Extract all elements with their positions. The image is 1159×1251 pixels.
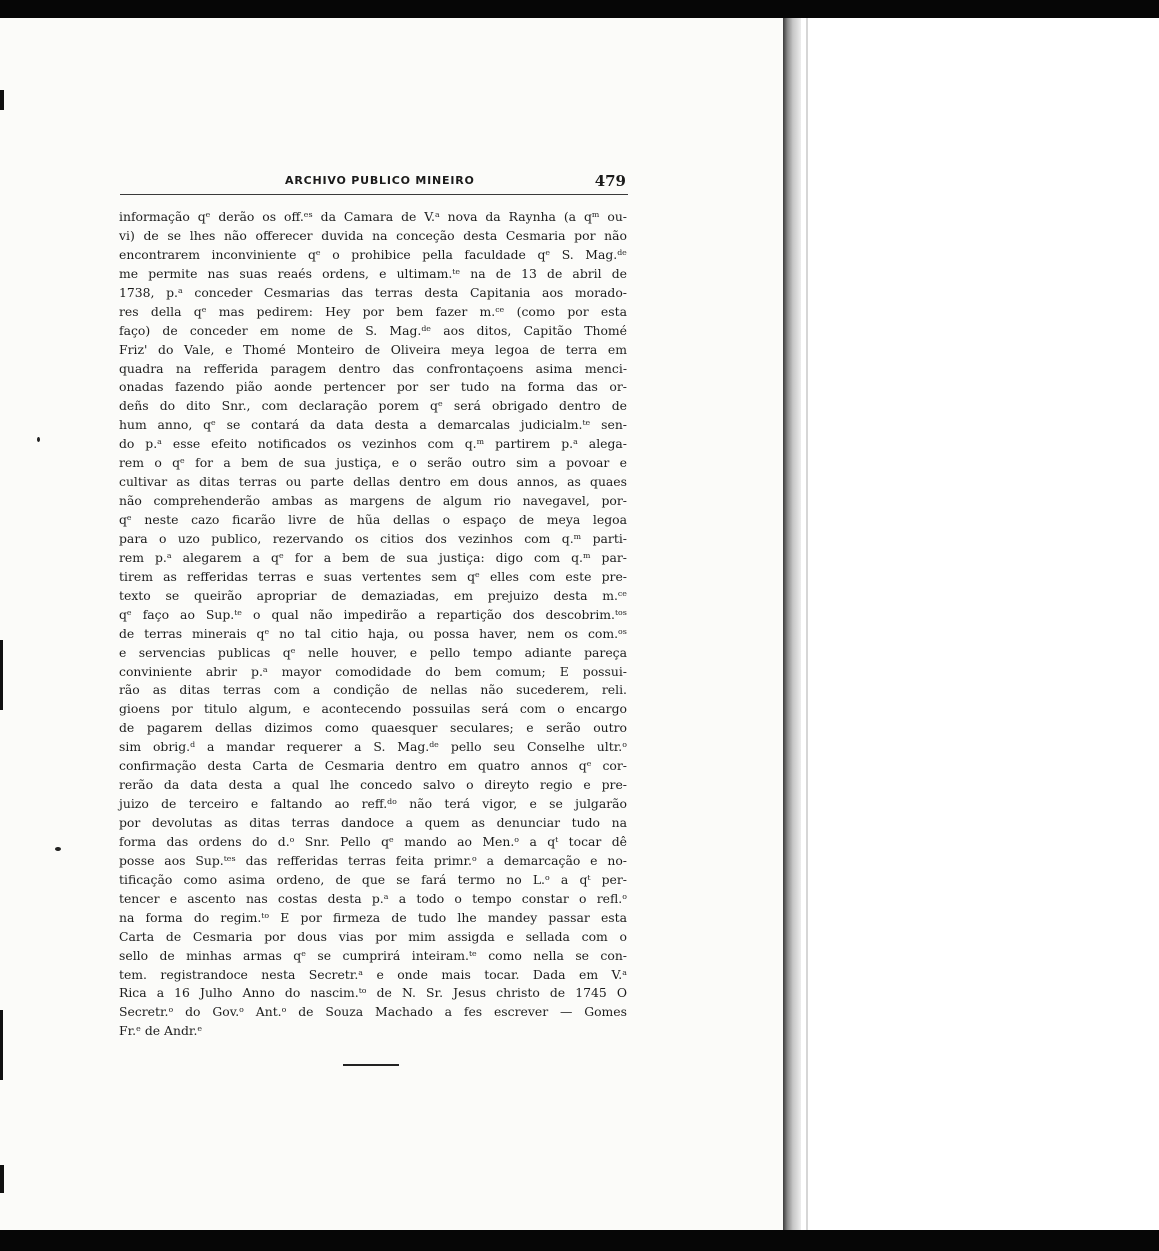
- text-line: me permite nas suas reaés ordens, e ultimam.ᵗᵉ na de 13 de abril de: [119, 265, 627, 281]
- text-line: tirem as refferidas terras e suas vertentes sem qᵉ elles com este pre-: [119, 568, 627, 584]
- text-line: de terras minerais qᵉ no tal citio haja, ou possa haver, nem os com.ᵒˢ: [119, 625, 627, 641]
- text-line: gioens por titulo algum, e acontecendo possuilas será com o encargo: [119, 701, 627, 717]
- edge-mark: [0, 640, 3, 710]
- text-line: sim obrig.ᵈ a mandar requerer a S. Mag.ᵈᵉ pello seu Conselhe ultr.ᵒ: [119, 739, 627, 755]
- text-line: cultivar as ditas terras ou parte dellas dentro em dous annos, as quaes: [119, 474, 627, 490]
- edge-mark: [0, 90, 4, 110]
- text-line: res della qᵉ mas pedirem: Hey por bem fazer m.ᶜᵉ (como por esta: [119, 303, 627, 319]
- text-line: confirmação desta Carta de Cesmaria dentro em quatro annos qᵉ cor-: [119, 758, 627, 774]
- end-rule: [343, 1064, 399, 1066]
- text-line: onadas fazendo pião aonde pertencer por ser tudo na forma das or-: [119, 379, 627, 395]
- text-line: hum anno, qᵉ se contará da data desta a demarcalas judicialm.ᵗᵉ sen-: [119, 417, 627, 433]
- running-title: ARCHIVO PUBLICO MINEIRO: [285, 174, 475, 187]
- running-head: [120, 172, 628, 192]
- text-line: quadra na refferida paragem dentro das confrontaçoens asima menci-: [119, 360, 627, 376]
- text-line: qᵉ neste cazo ficarão livre de hũa dellas o espaço de meya legoa: [119, 512, 627, 527]
- text-line: 1738, p.ᵃ conceder Cesmarias das terras desta Capitania aos morado-: [119, 284, 627, 300]
- right-page: [783, 18, 1159, 1230]
- text-line: do p.ᵃ esse efeito notificados os vezinhos com q.ᵐ partirem p.ᵃ alega-: [119, 436, 627, 452]
- text-line: vi) de se lhes não offerecer duvida na conceção desta Cesmaria por não: [119, 227, 627, 243]
- text-line: tificação como asima ordeno, de que se fará termo no L.ᵒ a qᵗ per-: [119, 871, 627, 887]
- text-line: rão as ditas terras com a condição de nellas não sucederem, reli.: [119, 682, 627, 698]
- text-line: juizo de terceiro e faltando ao reff.ᵈᵒ não terá vigor, e se julgarão: [119, 796, 627, 812]
- header-rule: [120, 194, 628, 195]
- text-line: posse aos Sup.ᵗᵉˢ das refferidas terras feita primr.ᵒ a demarcação e no-: [119, 852, 627, 868]
- text-line: na forma do regim.ᵗᵒ E por firmeza de tudo lhe mandey passar esta: [119, 909, 627, 925]
- margin-speck: [37, 437, 40, 442]
- text-line: Rica a 16 Julho Anno do nascim.ᵗᵒ de N. Sr. Jesus christo de 1745 O: [119, 985, 627, 1001]
- text-line: Secretr.ᵒ do Gov.ᵒ Ant.ᵒ de Souza Machado a fes escrever — Gomes: [119, 1004, 627, 1020]
- text-line: Friz' do Vale, e Thomé Monteiro de Oliveira meya legoa de terra em: [119, 341, 627, 357]
- text-line: rem p.ᵃ alegarem a qᵉ for a bem de sua justiça: digo com q.ᵐ par-: [119, 549, 627, 565]
- text-line: por devolutas as ditas terras dandoce a quem as denunciar tudo na: [119, 815, 627, 830]
- text-line: faço) de conceder em nome de S. Mag.ᵈᵉ aos ditos, Capitão Thomé: [119, 322, 627, 338]
- scan-top-border: [0, 0, 1159, 18]
- text-line: sello de minhas armas qᵉ se cumprirá inteiram.ᵗᵉ como nella se con-: [119, 947, 627, 963]
- gutter-line: [806, 18, 808, 1230]
- text-line: tencer e ascento nas costas desta p.ᵃ a todo o tempo constar o refl.ᵒ: [119, 890, 627, 906]
- text-line: e servencias publicas qᵉ nelle houver, e pello tempo adiante pareça: [119, 644, 627, 660]
- text-line: para o uzo publico, rezervando os citios dos vezinhos com q.ᵐ parti-: [119, 530, 627, 546]
- edge-mark: [0, 1010, 3, 1080]
- text-line: Carta de Cesmaria por dous vias por mim assigda e sellada com o: [119, 928, 627, 944]
- text-line: rem o qᵉ for a bem de sua justiça, e o serão outro sim a povoar e: [119, 455, 627, 471]
- text-line: conviniente abrir p.ᵃ mayor comodidade do bem comum; E possui-: [119, 663, 627, 679]
- scan-bottom-border: [0, 1230, 1159, 1251]
- text-line: texto se queirão apropriar de demaziadas, em prejuizo desta m.ᶜᵉ: [119, 587, 627, 603]
- text-line: deñs do dito Snr., com declaração porem qᵉ será obrigado dentro de: [119, 398, 627, 414]
- edge-mark: [0, 1165, 4, 1193]
- text-line: forma das ordens do d.ᵒ Snr. Pello qᵉ mando ao Men.ᵒ a qᵗ tocar dê: [119, 833, 627, 849]
- margin-speck: [55, 847, 61, 851]
- book-gutter: [783, 18, 801, 1230]
- text-line: de pagarem dellas dizimos como quaesquer seculares; e serão outro: [119, 720, 627, 736]
- text-line: tem. registrandoce nesta Secretr.ᵃ e onde mais tocar. Dada em V.ᵃ: [119, 966, 627, 982]
- text-line: rerão da data desta a qual lhe concedo salvo o direyto regio e pre-: [119, 777, 627, 793]
- page-number: 479: [594, 172, 626, 190]
- text-line: qᵉ faço ao Sup.ᵗᵉ o qual não impedirão a repartição dos descobrim.ᵗᵒˢ: [119, 606, 627, 622]
- text-line: informação qᵉ derão os off.ᵉˢ da Camara de V.ᵃ nova da Raynha (a qᵐ ou-: [119, 209, 627, 224]
- text-line: Fr.ᵉ de Andr.ᵉ: [119, 1023, 203, 1039]
- text-line: não comprehenderão ambas as margens de algum rio navegavel, por-: [119, 493, 627, 509]
- text-line: encontrarem inconviniente qᵉ o prohibice pella faculdade qᵉ S. Mag.ᵈᵉ: [119, 246, 627, 262]
- body-text: [119, 208, 627, 1041]
